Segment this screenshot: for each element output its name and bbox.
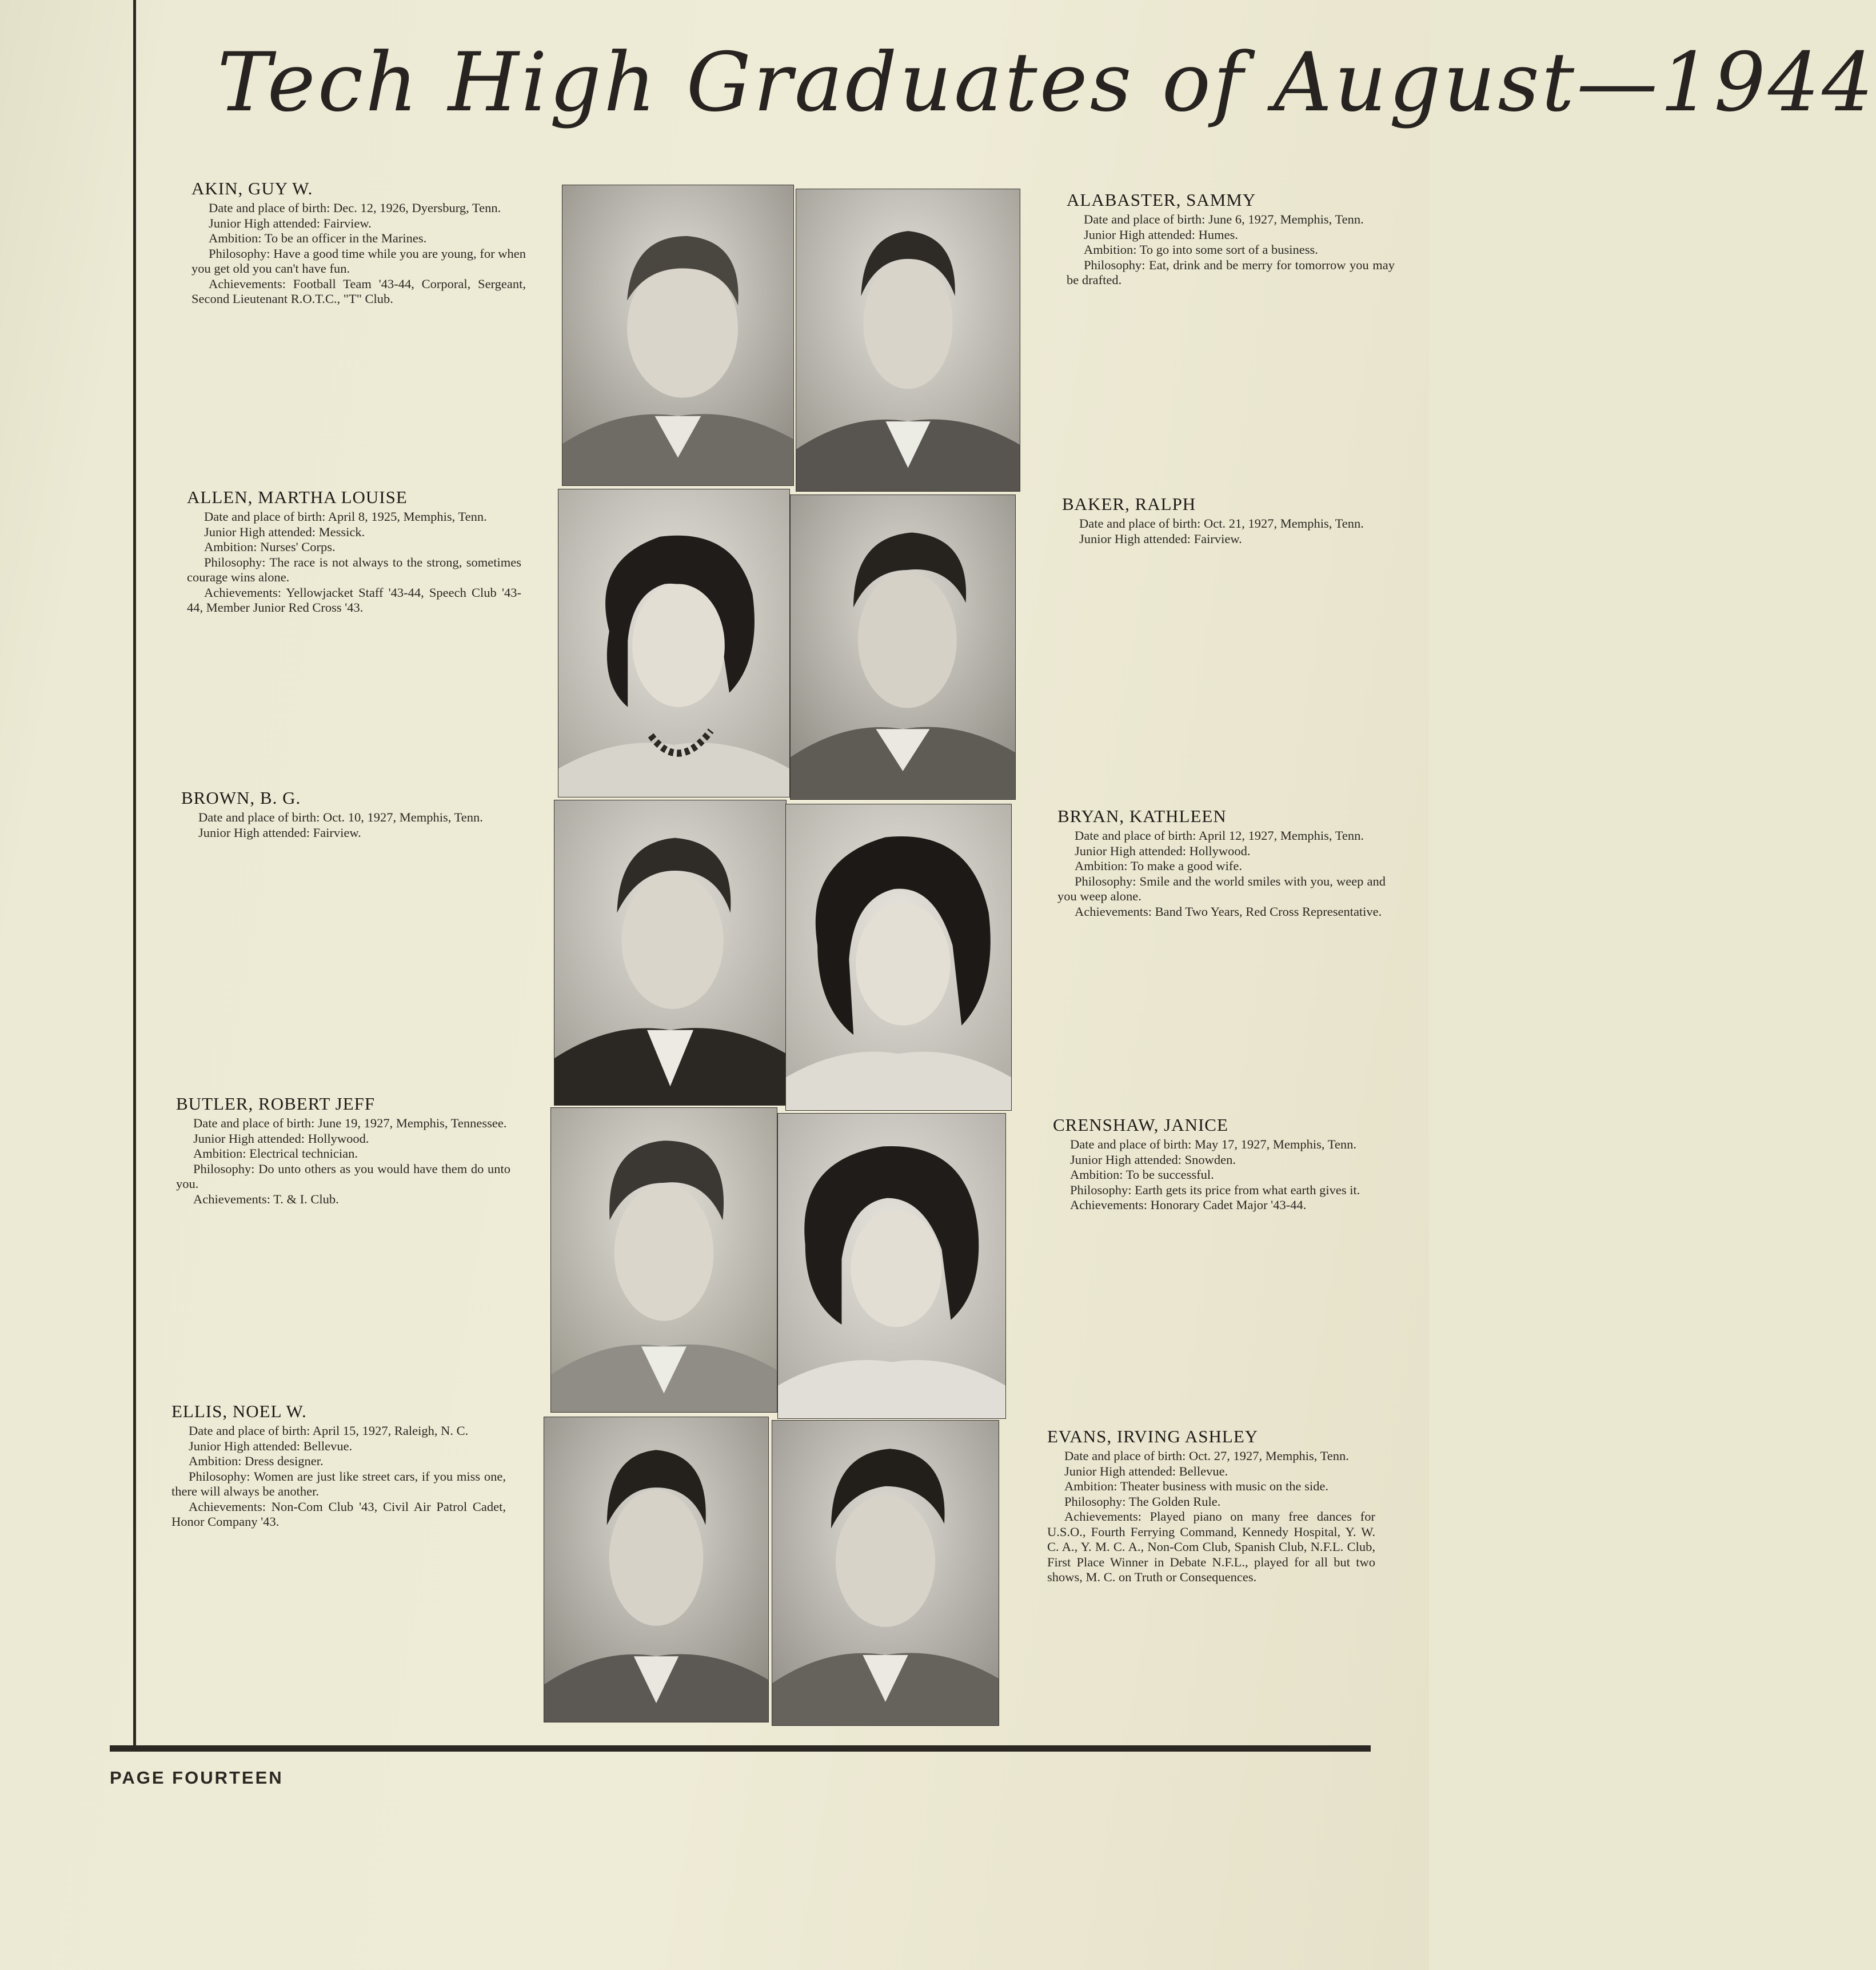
entry-alabaster — [1067, 190, 1395, 288]
philosophy-info: Philosophy: The Golden Rule. — [1064, 1494, 1221, 1509]
portrait-alabaster — [796, 189, 1020, 492]
page-number-label: PAGE FOURTEEN — [110, 1768, 284, 1788]
achievements-info: Achievements: Football Team '43-44, Corporal, Sergeant, Second Lieutenant R.O.T.C., "T" Club. — [191, 276, 526, 306]
portrait-brown — [554, 800, 787, 1106]
junior-high-info: Junior High attended: Fairview. — [1079, 531, 1242, 546]
student-name: CRENSHAW, JANICE — [1053, 1115, 1228, 1135]
portrait-baker — [790, 495, 1016, 800]
entry-ellis — [171, 1401, 506, 1530]
junior-high-info: Junior High attended: Bellevue. — [189, 1438, 353, 1453]
portrait-akin — [562, 185, 794, 486]
student-name: ALLEN, MARTHA LOUISE — [187, 487, 408, 507]
entry-butler — [176, 1094, 510, 1207]
philosophy-info: Philosophy: The race is not always to the strong, sometimes courage wins alone. — [187, 555, 521, 584]
junior-high-info: Junior High attended: Messick. — [204, 524, 365, 539]
junior-high-info: Junior High attended: Fairview. — [209, 216, 372, 230]
birth-info: Date and place of birth: April 15, 1927, Raleigh, N. C. — [189, 1423, 469, 1438]
birth-info: Date and place of birth: April 12, 1927, Memphis, Tenn. — [1075, 828, 1364, 843]
junior-high-info: Junior High attended: Fairview. — [198, 825, 361, 840]
birth-info: Date and place of birth: Oct. 27, 1927, Memphis, Tenn. — [1064, 1449, 1349, 1463]
philosophy-info: Philosophy: Eat, drink and be merry for tomorrow you may be drafted. — [1067, 257, 1395, 287]
portrait-crenshaw — [777, 1113, 1006, 1419]
philosophy-info: Philosophy: Women are just like street cars, if you miss one, there will always be another. — [171, 1469, 506, 1498]
achievements-info: Achievements: Yellowjacket Staff '43-44, Speech Club '43-44, Member Junior Red Cross '43. — [187, 585, 521, 615]
entry-crenshaw — [1053, 1115, 1381, 1213]
birth-info: Date and place of birth: Oct. 21, 1927, Memphis, Tenn. — [1079, 516, 1364, 531]
achievements-info: Achievements: T. & I. Club. — [193, 1191, 339, 1206]
junior-high-info: Junior High attended: Snowden. — [1070, 1152, 1236, 1167]
birth-info: Date and place of birth: Dec. 12, 1926, Dyersburg, Tenn. — [209, 201, 501, 215]
ambition-info: Ambition: Dress designer. — [189, 1454, 324, 1468]
birth-info: Date and place of birth: April 8, 1925, Memphis, Tenn. — [204, 509, 487, 524]
page-title: Tech High Graduates of August—1944 — [217, 35, 1876, 130]
junior-high-info: Junior High attended: Bellevue. — [1064, 1463, 1228, 1478]
student-name: BRYAN, KATHLEEN — [1057, 806, 1227, 826]
portrait-allen — [558, 489, 790, 797]
philosophy-info: Philosophy: Earth gets its price from what earth gives it. — [1070, 1182, 1360, 1197]
achievements-info: Achievements: Played piano on many free dances for U.S.O., Fourth Ferrying Command, Kennedy Hospital, Y. W. C. A., Y. M. C. A., Non-Com Club, Spanish Club, N.F.L. Club, First Place Winner in Debate N.F.L., played for all but two shows, M. C. on Truth or Consequences. — [1047, 1509, 1375, 1584]
entry-baker — [1062, 494, 1390, 547]
ambition-info: Ambition: Nurses' Corps. — [204, 540, 336, 554]
junior-high-info: Junior High attended: Humes. — [1084, 227, 1238, 242]
achievements-info: Achievements: Non-Com Club '43, Civil Air Patrol Cadet, Honor Company '43. — [171, 1499, 506, 1529]
student-name: AKIN, GUY W. — [191, 178, 313, 198]
left-margin-rule — [133, 0, 136, 1749]
ambition-info: Ambition: Electrical technician. — [193, 1146, 358, 1161]
birth-info: Date and place of birth: June 19, 1927, Memphis, Tennessee. — [193, 1116, 507, 1130]
ambition-info: Ambition: To make a good wife. — [1075, 859, 1242, 873]
ambition-info: Ambition: To be successful. — [1070, 1167, 1214, 1182]
student-name: BUTLER, ROBERT JEFF — [176, 1094, 376, 1114]
junior-high-info: Junior High attended: Hollywood. — [193, 1131, 369, 1146]
philosophy-info: Philosophy: Smile and the world smiles with you, weep and you weep alone. — [1057, 874, 1386, 903]
student-name: BROWN, B. G. — [181, 788, 301, 808]
portrait-bryan — [785, 804, 1012, 1111]
junior-high-info: Junior High attended: Hollywood. — [1075, 843, 1251, 858]
portrait-ellis — [544, 1417, 769, 1722]
bottom-rule — [110, 1745, 1371, 1752]
birth-info: Date and place of birth: June 6, 1927, Memphis, Tenn. — [1084, 212, 1364, 226]
ambition-info: Ambition: To go into some sort of a business. — [1084, 242, 1318, 257]
student-name: BAKER, RALPH — [1062, 494, 1196, 514]
achievements-info: Achievements: Band Two Years, Red Cross Representative. — [1075, 904, 1382, 919]
ambition-info: Ambition: Theater business with music on the side. — [1064, 1479, 1329, 1493]
student-name: ALABASTER, SAMMY — [1067, 190, 1256, 210]
entry-bryan — [1057, 806, 1386, 919]
ambition-info: Ambition: To be an officer in the Marines. — [209, 231, 427, 245]
student-name: ELLIS, NOEL W. — [171, 1401, 307, 1421]
portrait-butler — [550, 1107, 777, 1413]
achievements-info: Achievements: Honorary Cadet Major '43-44. — [1070, 1198, 1307, 1212]
student-name: EVANS, IRVING ASHLEY — [1047, 1426, 1259, 1446]
entry-brown — [181, 788, 516, 840]
birth-info: Date and place of birth: May 17, 1927, Memphis, Tenn. — [1070, 1137, 1357, 1151]
birth-info: Date and place of birth: Oct. 10, 1927, Memphis, Tenn. — [198, 810, 483, 824]
philosophy-info: Philosophy: Do unto others as you would have them do unto you. — [176, 1161, 510, 1191]
philosophy-info: Philosophy: Have a good time while you are young, for when you get old you can't have fun. — [191, 246, 526, 276]
portrait-evans — [772, 1420, 999, 1726]
entry-evans — [1047, 1426, 1375, 1585]
entry-akin — [191, 178, 526, 307]
entry-allen — [187, 487, 521, 616]
